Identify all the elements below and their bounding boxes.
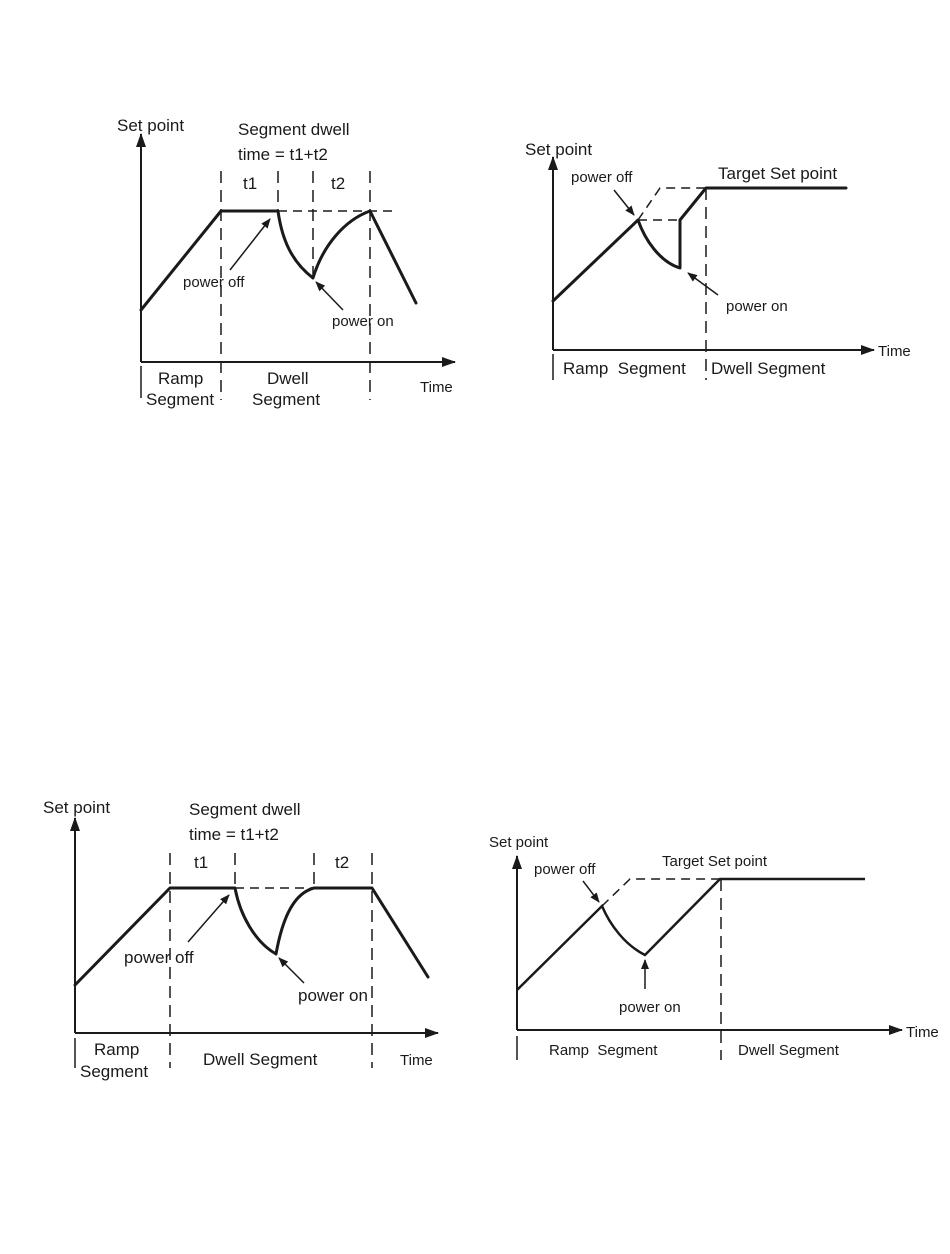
setpoint-curve bbox=[75, 888, 428, 985]
power-on-label: power on bbox=[726, 298, 788, 315]
y-axis-label: Set point bbox=[117, 116, 185, 135]
power-off-label: power off bbox=[571, 169, 633, 186]
power-off-arrow bbox=[614, 190, 634, 215]
power-on-label: power on bbox=[619, 999, 681, 1016]
setpoint-curve bbox=[517, 879, 865, 990]
target-setpoint-label: Target Set point bbox=[718, 164, 838, 183]
power-on-label: power on bbox=[298, 986, 368, 1005]
power-on-label: power on bbox=[332, 313, 394, 330]
power-off-label: power off bbox=[124, 948, 194, 967]
time-label: Time bbox=[878, 343, 911, 360]
ramp-label-line2: Segment bbox=[146, 390, 215, 409]
power-off-arrow bbox=[188, 895, 229, 942]
time-label: Time bbox=[400, 1052, 433, 1069]
t1-label: t1 bbox=[243, 174, 258, 193]
setpoint-curve bbox=[553, 188, 846, 301]
time-label: Time bbox=[906, 1024, 939, 1041]
t1-label: t1 bbox=[194, 853, 209, 872]
power-off-arrow bbox=[230, 219, 270, 270]
ramp-segment-label: Ramp Segment bbox=[549, 1042, 658, 1059]
t2-label: t2 bbox=[335, 853, 350, 872]
power-off-label: power off bbox=[183, 274, 245, 291]
y-axis-label: Set point bbox=[489, 834, 549, 851]
planned-ramp-dashed bbox=[602, 879, 720, 906]
diagram-bottom-left bbox=[43, 798, 438, 1081]
dwell-title-line1: Segment dwell bbox=[238, 120, 350, 139]
ramp-label-line1: Ramp bbox=[158, 369, 204, 388]
setpoint-curve bbox=[141, 211, 416, 310]
power-off-arrow bbox=[583, 881, 599, 902]
ramp-label-line2: Segment bbox=[80, 1062, 149, 1081]
t2-label: t2 bbox=[331, 174, 346, 193]
power-on-arrow bbox=[688, 273, 718, 295]
diagram-top-right bbox=[525, 140, 911, 380]
dwell-segment-label: Dwell Segment bbox=[711, 359, 826, 378]
diagram-top-left bbox=[117, 116, 455, 409]
target-setpoint-label: Target Set point bbox=[662, 853, 768, 870]
y-axis-label: Set point bbox=[525, 140, 593, 159]
dwell-label-line2: Segment bbox=[252, 390, 321, 409]
y-axis-label: Set point bbox=[43, 798, 111, 817]
dwell-label-line1: Dwell bbox=[267, 369, 309, 388]
ramp-label-line1: Ramp bbox=[94, 1040, 140, 1059]
planned-ramp-dashed bbox=[638, 188, 706, 220]
time-label: Time bbox=[420, 379, 453, 396]
power-on-arrow bbox=[316, 282, 343, 310]
dwell-title-line1: Segment dwell bbox=[189, 800, 301, 819]
diagram-bottom-right bbox=[489, 834, 939, 1060]
power-off-label: power off bbox=[534, 861, 596, 878]
ramp-segment-label: Ramp Segment bbox=[563, 359, 686, 378]
dwell-segment-label: Dwell Segment bbox=[738, 1042, 839, 1059]
dwell-segment-label: Dwell Segment bbox=[203, 1050, 318, 1069]
dwell-title-line2: time = t1+t2 bbox=[238, 145, 328, 164]
power-on-arrow bbox=[279, 958, 304, 983]
dwell-title-line2: time = t1+t2 bbox=[189, 825, 279, 844]
